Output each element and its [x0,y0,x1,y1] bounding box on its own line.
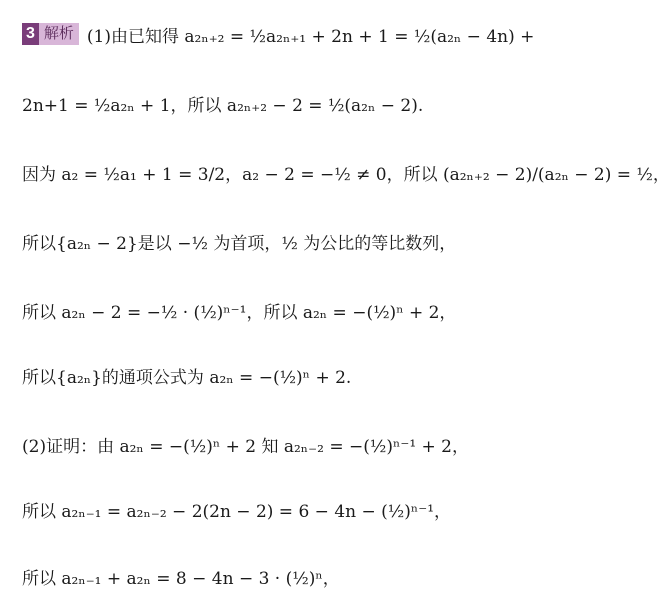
math-expression: 2n+1 = ½a₂ₙ + 1，所以 a₂ₙ₊₂ − 2 = ½(a₂ₙ − 2). [22,95,424,116]
solution-line-4 [22,210,582,272]
math-expression: (2)证明：由 a₂ₙ = −(½)ⁿ + 2 知 a₂ₙ₋₂ = −(½)ⁿ⁻¹ + 2， [22,436,469,457]
math-expression: 所以{a₂ₙ}的通项公式为 a₂ₙ = −(½)ⁿ + 2. [22,367,352,388]
math-expression: 所以 a₂ₙ₋₁ = a₂ₙ₋₂ − 2(2n − 2) = 6 − 4n − (½)ⁿ⁻¹， [22,501,452,522]
math-expression: 所以 a₂ₙ₋₁ + a₂ₙ = 8 − 4n − 3 · (½)ⁿ， [22,568,340,589]
answer-number: 3 [22,23,39,45]
solution-line-7 [22,413,582,475]
solution-line-9 [22,545,582,607]
math-expression: 所以{a₂ₙ − 2}是以 −½ 为首项，½ 为公比的等比数列， [22,233,457,254]
solution-line-3 [22,141,670,203]
math-expression: 所以 a₂ₙ − 2 = −½ · (½)ⁿ⁻¹，所以 a₂ₙ = −(½)ⁿ + 2， [22,302,457,323]
answer-label: 解析 [39,23,79,45]
solution-line-2 [22,72,582,134]
answer-badge [22,23,79,45]
solution-line-5 [22,279,582,341]
solution-line-8 [22,478,582,540]
solution-line-6 [22,344,582,406]
solution-line-1 [22,3,582,65]
math-expression: (1)由已知得 a₂ₙ₊₂ = ½a₂ₙ₊₁ + 2n + 1 = ½(a₂ₙ − 4n) + [86,26,535,47]
math-expression: 因为 a₂ = ½a₁ + 1 = 3/2，a₂ − 2 = −½ ≠ 0，所以 (a₂ₙ₊₂ − 2)/(a₂ₙ − 2) = ½， [22,164,670,185]
